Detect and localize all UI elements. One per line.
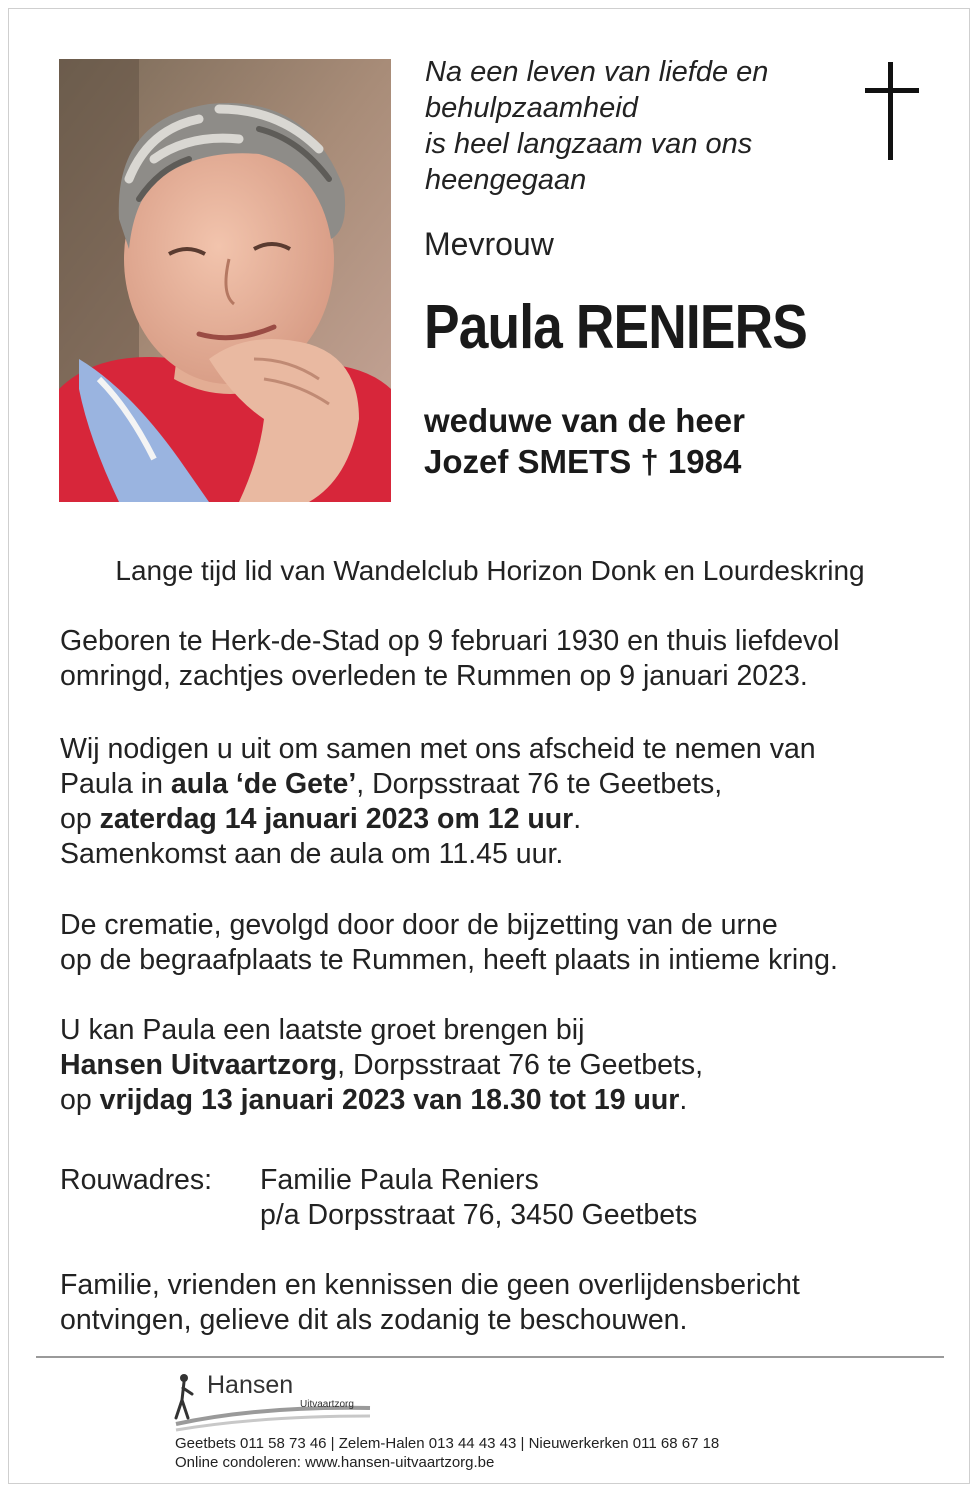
poem: [425, 54, 845, 198]
poem-line: heengegaan: [425, 164, 587, 196]
poem-line: Na een leven van liefde en: [425, 56, 769, 88]
footer-phones: Geetbets 011 58 73 46 | Zelem-Halen 013 44 43 43 | Nieuwerkerken 011 68 67 18: [175, 1435, 720, 1452]
text-line: Wij nodigen u uit om samen met ons afscheid te nemen van: [60, 733, 816, 765]
spouse-line: Jozef SMETS † 1984: [424, 443, 742, 480]
spouse-info: [424, 400, 745, 482]
address-line: Familie Paula Reniers: [260, 1164, 539, 1196]
footer-website[interactable]: Online condoleren: www.hansen-uitvaartzorg.be: [175, 1454, 495, 1471]
cross-icon: [862, 62, 922, 160]
spouse-line: weduwe van de heer: [424, 402, 745, 439]
text-line: omringd, zachtjes overleden te Rummen op 9 januari 2023.: [60, 660, 808, 692]
closing-paragraph: [60, 1268, 940, 1338]
footer-contact: [175, 1434, 719, 1472]
text-line: Hansen Uitvaartzorg, Dorpsstraat 76 te Geetbets,: [60, 1049, 704, 1081]
address-lines: [260, 1163, 697, 1233]
visit-paragraph: [60, 1013, 940, 1118]
text-line: op vrijdag 13 januari 2023 van 18.30 tot 19 uur.: [60, 1084, 688, 1116]
cremation-paragraph: [60, 908, 940, 978]
text-line: Samenkomst aan de aula om 11.45 uur.: [60, 838, 564, 870]
ceremony-date: zaterdag 14 januari 2023 om 12 uur: [99, 803, 574, 835]
text-line: op de begraafplaats te Rummen, heeft plaats in intieme kring.: [60, 944, 838, 976]
divider: [36, 1356, 944, 1358]
text-line: Familie, vrienden en kennissen die geen overlijdensbericht: [60, 1269, 800, 1301]
honorific: Mevrouw: [424, 226, 554, 262]
deceased-name: Paula RENIERS: [424, 293, 807, 362]
text-line: U kan Paula een laatste groet brengen bij: [60, 1014, 585, 1046]
invitation-paragraph: [60, 732, 940, 872]
membership-line: Lange tijd lid van Wandelclub Horizon Donk en Lourdeskring: [115, 555, 865, 586]
poem-line: behulpzaamheid: [425, 92, 638, 124]
text-line: Paula in aula ‘de Gete’, Dorpsstraat 76 te Geetbets,: [60, 768, 723, 800]
visit-date: vrijdag 13 januari 2023 van 18.30 tot 19 uur: [99, 1084, 680, 1116]
address-label: Rouwadres:: [60, 1164, 213, 1196]
text-line: op zaterdag 14 januari 2023 om 12 uur.: [60, 803, 582, 835]
text-line: De crematie, gevolgd door door de bijzetting van de urne: [60, 909, 778, 941]
funeral-home-name: Hansen Uitvaartzorg: [60, 1049, 338, 1081]
birth-paragraph: [60, 624, 940, 694]
portrait-photo: [59, 59, 391, 502]
venue-name: aula ‘de Gete’: [170, 768, 357, 800]
text-line: ontvingen, gelieve dit als zodanig te beschouwen.: [60, 1304, 688, 1336]
text-line: Geboren te Herk-de-Stad op 9 februari 1930 en thuis liefdevol: [60, 625, 840, 657]
logo-subtitle: Uitvaartzorg: [300, 1399, 354, 1410]
address-line: p/a Dorpsstraat 76, 3450 Geetbets: [260, 1199, 698, 1231]
poem-line: is heel langzaam van ons: [425, 128, 753, 160]
logo-name: Hansen: [207, 1371, 294, 1399]
